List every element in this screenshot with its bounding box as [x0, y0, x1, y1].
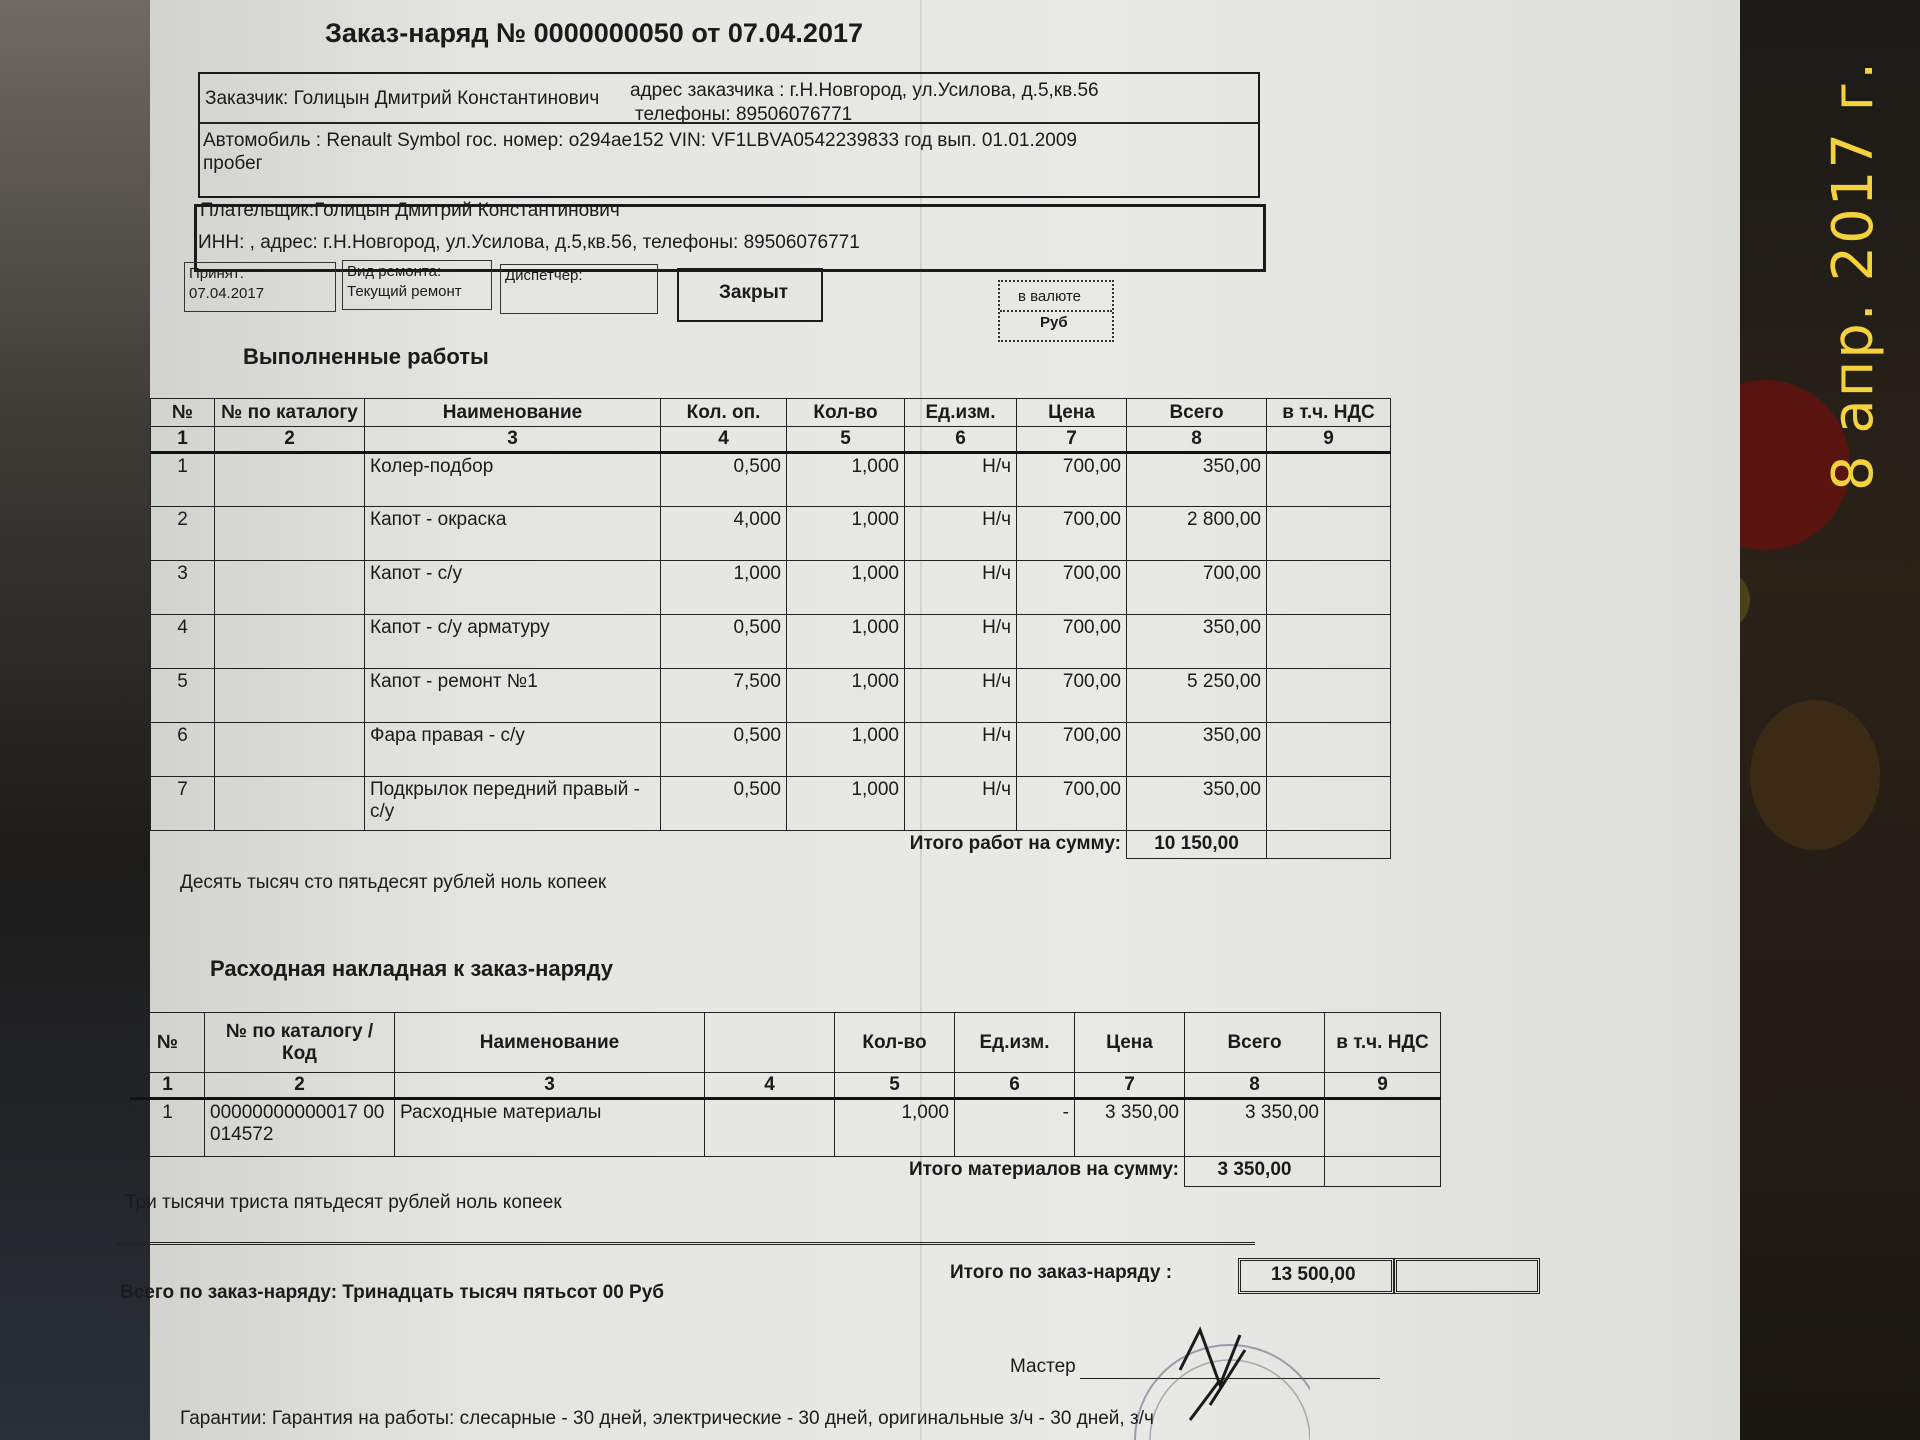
row-price: 700,00: [1017, 507, 1127, 561]
row-number: 1: [151, 453, 215, 507]
row-price: 700,00: [1017, 777, 1127, 831]
row-total: 2 800,00: [1127, 507, 1267, 561]
works-total-value: 10 150,00: [1127, 831, 1267, 859]
grand-total-vat-box: [1394, 1258, 1540, 1294]
row-unit: Н/ч: [905, 723, 1017, 777]
row-ops: 7,500: [661, 669, 787, 723]
row-name: Расходные материалы: [395, 1099, 705, 1157]
accepted-label: Принят:: [189, 265, 244, 282]
row-ops: 0,500: [661, 723, 787, 777]
table-row: [131, 1099, 1441, 1157]
row-number: 1: [131, 1099, 205, 1157]
currency-box: [998, 280, 1114, 342]
row-qty: 1,000: [787, 453, 905, 507]
row-qty: 1,000: [787, 777, 905, 831]
works-total-vat: [1267, 831, 1391, 859]
row-total: 350,00: [1127, 615, 1267, 669]
row-price: 700,00: [1017, 615, 1127, 669]
materials-colnum: 2: [205, 1073, 395, 1099]
row-catalog: [215, 669, 365, 723]
row-vat: [1267, 669, 1391, 723]
row-qty: 1,000: [787, 507, 905, 561]
row-name: Фара правая - с/у: [365, 723, 661, 777]
materials-total-words: Три тысячи триста пятьдесят рублей ноль копеек: [125, 1192, 562, 1213]
works-header-price: Цена: [1017, 399, 1127, 427]
materials-colnum: 3: [395, 1073, 705, 1099]
row-vat: [1267, 507, 1391, 561]
row-unit: Н/ч: [905, 453, 1017, 507]
grand-total-words: Всего по заказ-наряду: Тринадцать тысяч пятьсот 00 Руб: [120, 1282, 665, 1303]
grand-total-divider: [115, 1242, 1255, 1245]
work-order-document: [120, 0, 1740, 1440]
row-number: 5: [151, 669, 215, 723]
materials-section-title: Расходная накладная к заказ-наряду: [210, 956, 614, 981]
row-unit: Н/ч: [905, 777, 1017, 831]
row-vat: [1267, 777, 1391, 831]
row-catalog: [215, 723, 365, 777]
row-unit: Н/ч: [905, 615, 1017, 669]
photo-date-stamp: 8 апр. 2017 г.: [1821, 60, 1886, 492]
row-qty: 1,000: [787, 561, 905, 615]
row-qty: 1,000: [835, 1099, 955, 1157]
row-qty: 1,000: [787, 669, 905, 723]
repair-type-value: Текущий ремонт: [347, 283, 462, 300]
payer-name: Плательщик:Голицын Дмитрий Константинович: [200, 200, 620, 221]
row-qty: 1,000: [787, 615, 905, 669]
works-header-ops: Кол. оп.: [661, 399, 787, 427]
ornament-brown: [1750, 700, 1880, 850]
row-unit: -: [955, 1099, 1075, 1157]
row-catalog: [215, 777, 365, 831]
stamp-circle: [1135, 1345, 1310, 1440]
row-unit: Н/ч: [905, 561, 1017, 615]
materials-total-label: Итого материалов на сумму:: [908, 1159, 1179, 1180]
row-name: Капот - с/у арматуру: [365, 615, 661, 669]
row-total: 3 350,00: [1185, 1099, 1325, 1157]
materials-header-col4: [705, 1013, 835, 1073]
row-number: 7: [151, 777, 215, 831]
table-row: [151, 615, 1391, 669]
materials-table: [130, 1012, 1441, 1187]
works-header-no: №: [151, 399, 215, 427]
works-header-catalog: № по каталогу: [215, 399, 365, 427]
row-ops: 1,000: [661, 561, 787, 615]
materials-colnum: 5: [835, 1073, 955, 1099]
works-total-words: Десять тысяч сто пятьдесят рублей ноль копеек: [180, 872, 607, 893]
row-col4: [705, 1099, 835, 1157]
table-row: [151, 669, 1391, 723]
signature-scribble: [1180, 1330, 1245, 1420]
materials-header-vat: в т.ч. НДС: [1325, 1013, 1441, 1073]
works-header-name: Наименование: [365, 399, 661, 427]
materials-header-no: №: [131, 1013, 205, 1073]
row-name: Капот - ремонт №1: [365, 669, 661, 723]
works-colnum: 7: [1017, 427, 1127, 453]
row-price: 700,00: [1017, 723, 1127, 777]
mileage-label: пробег: [203, 153, 263, 174]
works-colnum: 1: [151, 427, 215, 453]
works-colnum: 9: [1267, 427, 1391, 453]
table-row: [151, 723, 1391, 777]
row-total: 700,00: [1127, 561, 1267, 615]
row-ops: 0,500: [661, 453, 787, 507]
row-unit: Н/ч: [905, 669, 1017, 723]
warranty-text: Гарантии: Гарантия на работы: слесарные - 30 дней, электрические - 30 дней, оригинальные з/ч - 30 дней, з/ч: [180, 1408, 1154, 1429]
grand-total-value: 13 500,00: [1271, 1264, 1356, 1285]
row-number: 2: [151, 507, 215, 561]
row-total: 350,00: [1127, 777, 1267, 831]
materials-colnum: 8: [1185, 1073, 1325, 1099]
row-catalog: 00000000000017 00014572: [205, 1099, 395, 1157]
works-header-unit: Ед.изм.: [905, 399, 1017, 427]
row-number: 6: [151, 723, 215, 777]
dispatcher-label: Диспетчер:: [505, 267, 583, 284]
currency-divider: [1000, 310, 1112, 312]
row-number: 4: [151, 615, 215, 669]
materials-header-total: Всего: [1185, 1013, 1325, 1073]
works-colnum: 6: [905, 427, 1017, 453]
works-colnum: 2: [215, 427, 365, 453]
table-row: [151, 777, 1391, 831]
grand-total-label: Итого по заказ-наряду :: [950, 1262, 1173, 1283]
row-total: 350,00: [1127, 453, 1267, 507]
customer-name: Заказчик: Голицын Дмитрий Константинович: [205, 88, 600, 109]
table-row: [151, 453, 1391, 507]
works-colnum: 5: [787, 427, 905, 453]
row-catalog: [215, 615, 365, 669]
accepted-value: 07.04.2017: [189, 285, 265, 302]
works-colnum: 4: [661, 427, 787, 453]
row-vat: [1267, 723, 1391, 777]
row-price: 700,00: [1017, 669, 1127, 723]
materials-total-value: 3 350,00: [1185, 1157, 1325, 1187]
materials-total-vat: [1325, 1157, 1441, 1187]
table-row: [151, 507, 1391, 561]
row-catalog: [215, 453, 365, 507]
row-qty: 1,000: [787, 723, 905, 777]
materials-colnum: 6: [955, 1073, 1075, 1099]
row-name: Колер-подбор: [365, 453, 661, 507]
works-section-title: Выполненные работы: [243, 344, 489, 369]
row-vat: [1325, 1099, 1441, 1157]
status-value: Закрыт: [719, 282, 789, 303]
currency-label: в валюте: [1018, 288, 1081, 305]
row-number: 3: [151, 561, 215, 615]
works-colnum: 8: [1127, 427, 1267, 453]
customer-address: адрес заказчика : г.Н.Новгород, ул.Усилова, д.5,кв.56: [630, 80, 1099, 101]
works-total-label: Итого работ на сумму:: [909, 833, 1121, 854]
status-box: [677, 268, 823, 322]
repair-type-label: Вид ремонта:: [347, 263, 442, 280]
works-header-total: Всего: [1127, 399, 1267, 427]
row-unit: Н/ч: [905, 507, 1017, 561]
accepted-field: [184, 262, 336, 312]
document-title: Заказ-наряд № 0000000050 от 07.04.2017: [325, 18, 863, 48]
row-price: 700,00: [1017, 561, 1127, 615]
row-total: 350,00: [1127, 723, 1267, 777]
car-info: Автомобиль : Renault Symbol гос. номер: о294ае152 VIN: VF1LBVA0542239833 год вып. 01.01.2009: [203, 130, 1077, 151]
payer-details: ИНН: , адрес: г.Н.Новгород, ул.Усилова, д.5,кв.56, телефоны: 89506076771: [198, 232, 860, 253]
row-catalog: [215, 561, 365, 615]
row-ops: 4,000: [661, 507, 787, 561]
table-row: [151, 561, 1391, 615]
materials-colnum: 9: [1325, 1073, 1441, 1099]
materials-colnum: 4: [705, 1073, 835, 1099]
row-vat: [1267, 561, 1391, 615]
works-header-qty: Кол-во: [787, 399, 905, 427]
works-colnum: 3: [365, 427, 661, 453]
row-vat: [1267, 453, 1391, 507]
row-name: Подкрылок передний правый - с/у: [365, 777, 661, 831]
grand-total-box: [1238, 1258, 1394, 1294]
repair-type-field: [342, 260, 492, 310]
row-name: Капот - с/у: [365, 561, 661, 615]
row-catalog: [215, 507, 365, 561]
row-total: 5 250,00: [1127, 669, 1267, 723]
materials-header-qty: Кол-во: [835, 1013, 955, 1073]
row-price: 700,00: [1017, 453, 1127, 507]
row-name: Капот - окраска: [365, 507, 661, 561]
works-table: [150, 398, 1391, 859]
materials-colnum: 7: [1075, 1073, 1185, 1099]
works-header-vat: в т.ч. НДС: [1267, 399, 1391, 427]
materials-colnum: 1: [131, 1073, 205, 1099]
customer-phones: телефоны: 89506076771: [635, 104, 853, 125]
currency-value: Руб: [1040, 314, 1068, 331]
row-ops: 0,500: [661, 777, 787, 831]
dispatcher-field: [500, 264, 658, 314]
materials-header-price: Цена: [1075, 1013, 1185, 1073]
materials-header-unit: Ед.изм.: [955, 1013, 1075, 1073]
materials-header-name: Наименование: [395, 1013, 705, 1073]
materials-header-catalog: № по каталогу / Код: [205, 1013, 395, 1073]
row-vat: [1267, 615, 1391, 669]
row-price: 3 350,00: [1075, 1099, 1185, 1157]
master-label: Мастер: [1010, 1356, 1076, 1377]
row-ops: 0,500: [661, 615, 787, 669]
